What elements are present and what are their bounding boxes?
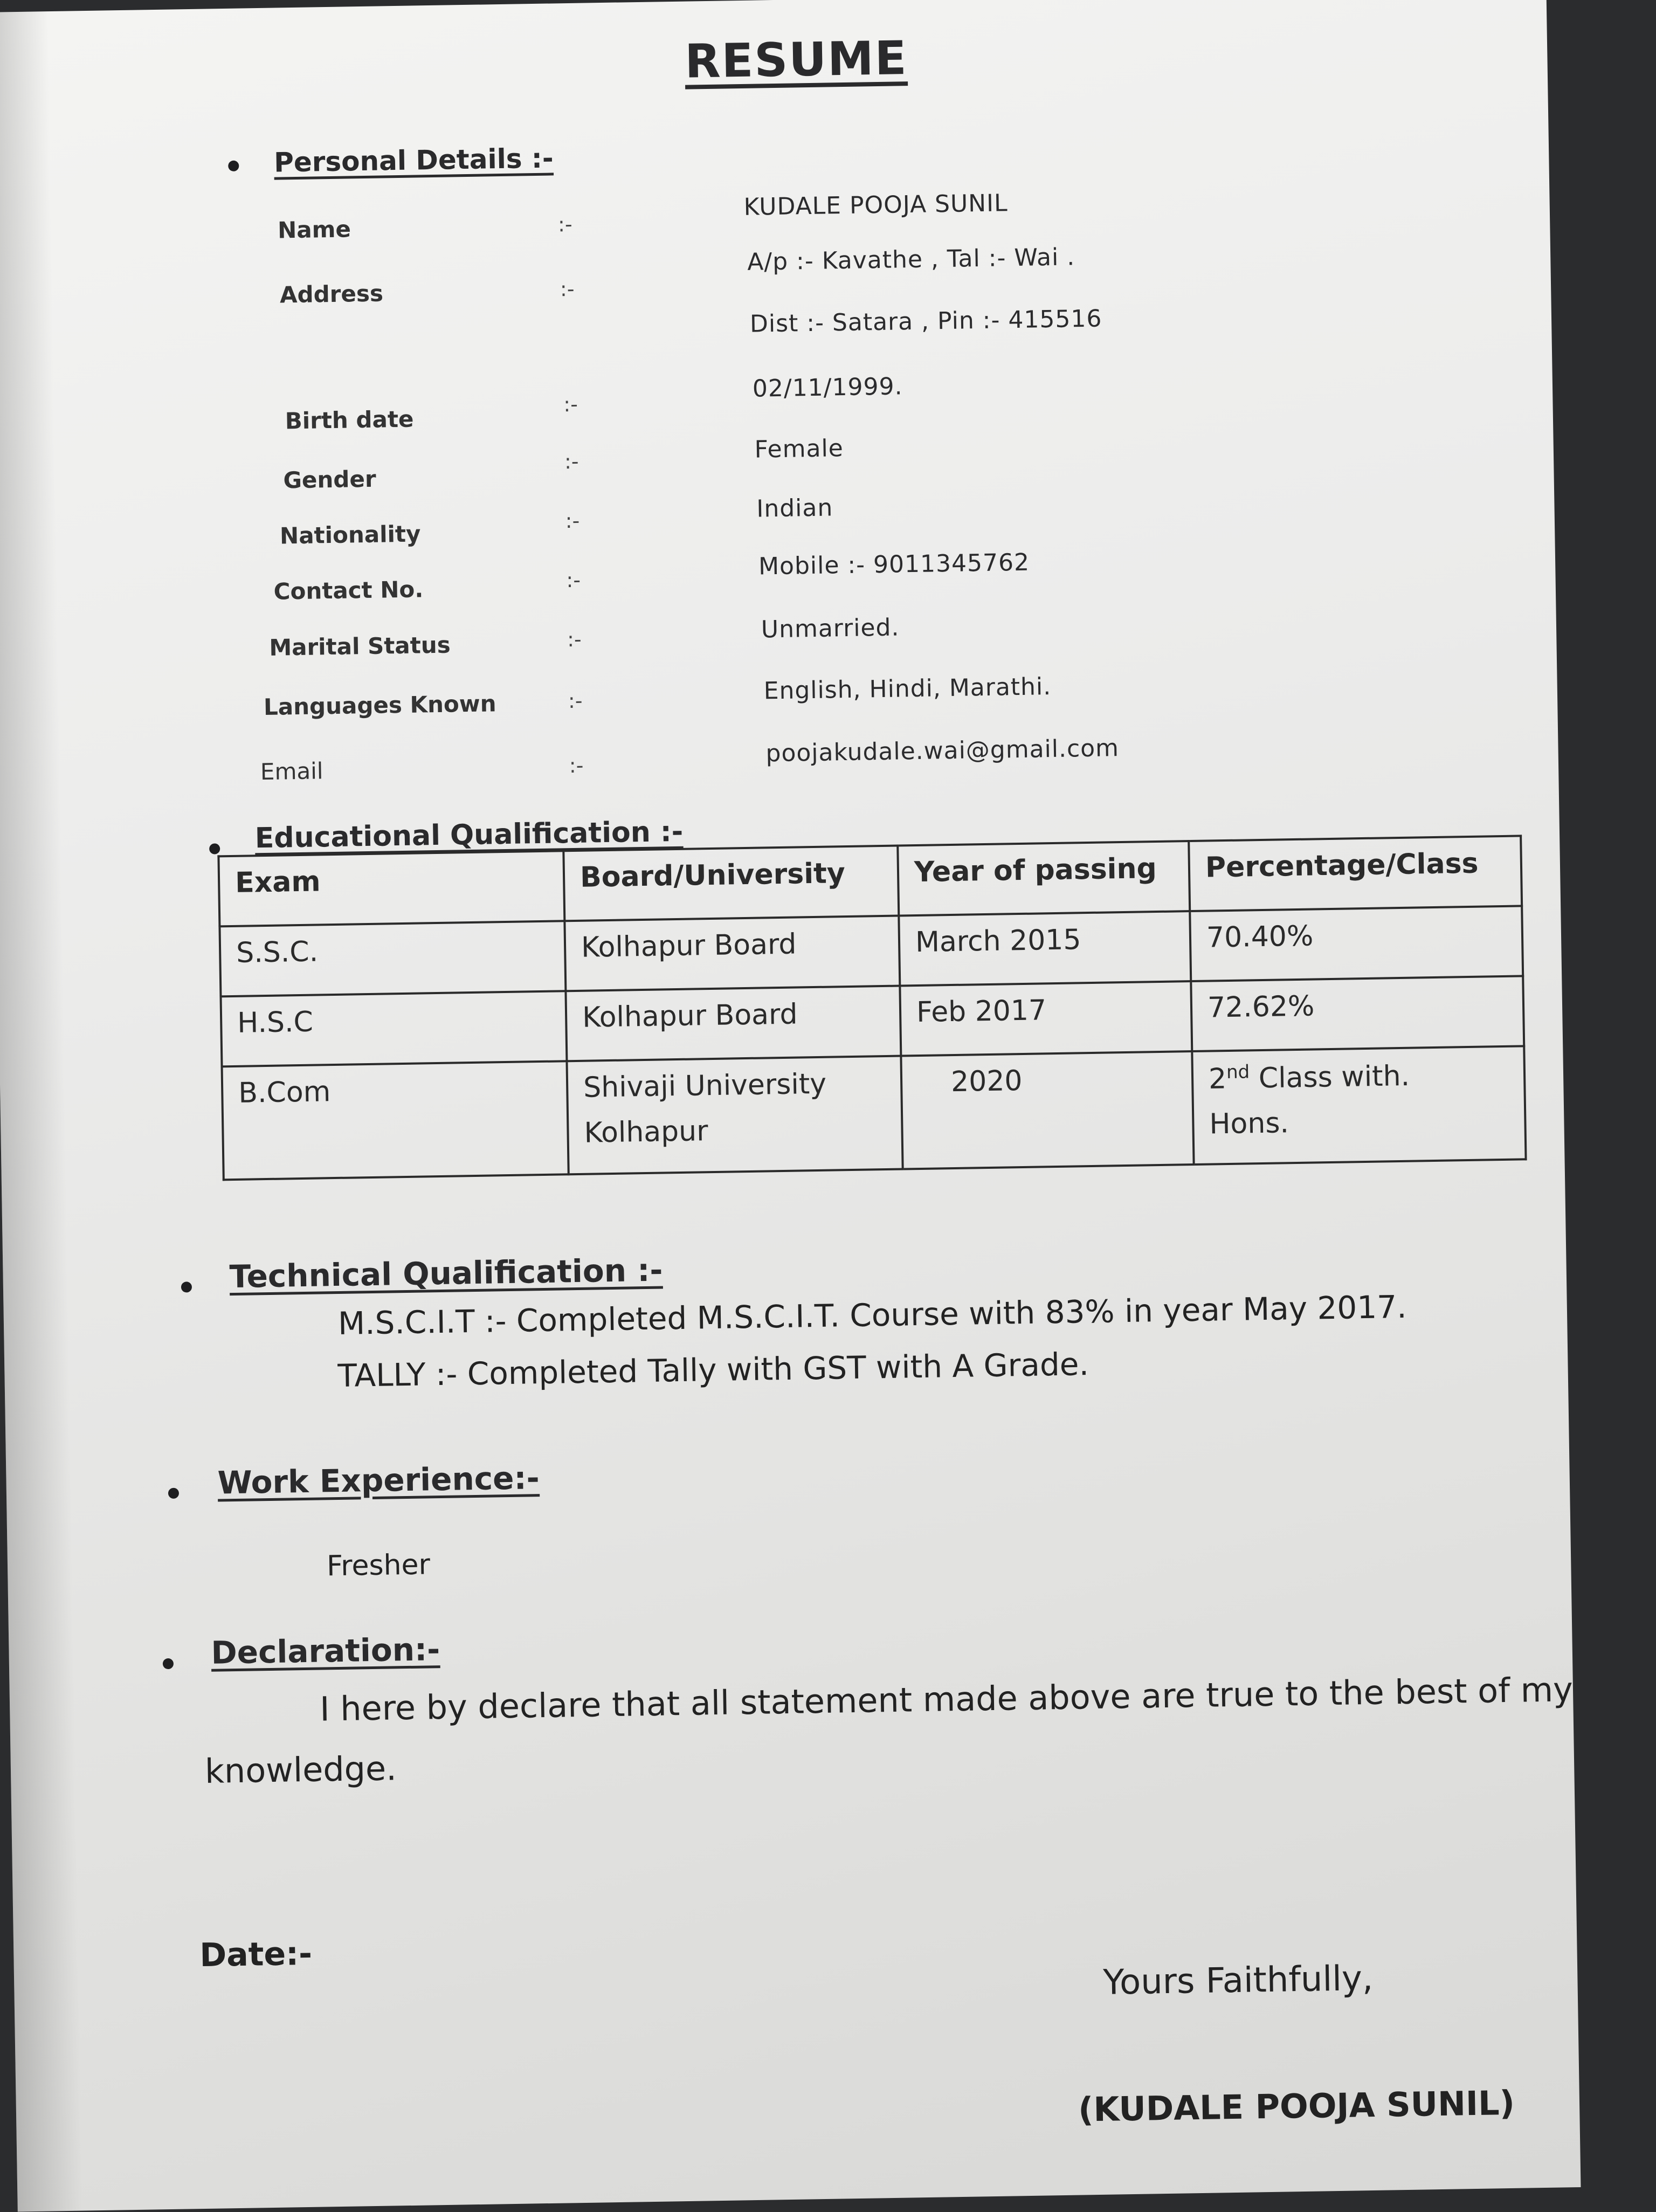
cell-result-line1 xyxy=(1209,1057,1509,1095)
signature-name: (KUDALE POOJA SUNIL) xyxy=(1078,2083,1515,2130)
nationality-separator: :- xyxy=(565,508,580,533)
date-label: Date:- xyxy=(199,1934,313,1975)
marital-status-label: Marital Status xyxy=(268,631,451,661)
birth-date-label: Birth date xyxy=(285,405,414,435)
birth-date-separator: :- xyxy=(563,392,578,417)
cell-exam: B.Com xyxy=(222,1061,569,1180)
marital-status-value: Unmarried. xyxy=(761,614,900,644)
document-title: RESUME xyxy=(684,31,908,89)
cell-year: Feb 2017 xyxy=(900,981,1192,1056)
cell-exam: S.S.C. xyxy=(219,921,565,996)
address-label: Address xyxy=(279,280,384,308)
closing-text: Yours Faithfully, xyxy=(1102,1958,1374,2003)
header-exam: Exam xyxy=(218,851,564,926)
declaration-line1: I here by declare that all statement made above are true to the best of my xyxy=(319,1670,1574,1729)
work-experience-heading: Work Experience:- xyxy=(217,1459,540,1501)
cell-board: Kolhapur Board xyxy=(565,986,901,1062)
email-label: Email xyxy=(260,757,323,785)
name-label: Name xyxy=(277,216,351,244)
nationality-label: Nationality xyxy=(279,520,421,549)
address-line1: A/p :- Kavathe , Tal :- Wai . xyxy=(747,243,1075,276)
header-board: Board/University xyxy=(563,846,899,921)
bullet-icon xyxy=(181,1281,192,1292)
cell-result-line2: Hons. xyxy=(1209,1107,1289,1141)
contact-label: Contact No. xyxy=(273,576,424,605)
gender-separator: :- xyxy=(564,449,579,474)
name-value: KUDALE POOJA SUNIL xyxy=(743,189,1008,221)
class-number: 2 xyxy=(1208,1063,1227,1095)
languages-label: Languages Known xyxy=(263,690,496,721)
cell-board xyxy=(567,1056,902,1175)
email-value: poojakudale.wai@gmail.com xyxy=(765,734,1120,768)
cell-year: March 2015 xyxy=(899,911,1191,986)
birth-date-value: 02/11/1999. xyxy=(752,373,903,403)
marital-status-separator: :- xyxy=(567,627,582,652)
header-year: Year of passing xyxy=(898,841,1190,915)
cell-result xyxy=(1192,1046,1526,1164)
email-separator: :- xyxy=(569,753,584,778)
gender-label: Gender xyxy=(283,465,376,494)
bullet-icon xyxy=(163,1658,174,1669)
gender-value: Female xyxy=(754,435,844,464)
bullet-icon xyxy=(168,1488,179,1499)
cell-board-line2: Kolhapur xyxy=(584,1115,708,1149)
technical-line1: M.S.C.I.T :- Completed M.S.C.I.T. Course with 83% in year May 2017. xyxy=(337,1288,1407,1342)
cell-board-line1: Shivaji University xyxy=(583,1067,827,1104)
cell-exam: H.S.C xyxy=(220,991,567,1066)
bullet-icon xyxy=(209,843,220,854)
class-text: Class with. xyxy=(1249,1060,1410,1095)
cell-board: Kolhapur Board xyxy=(564,916,900,991)
work-experience-value: Fresher xyxy=(326,1548,431,1583)
technical-heading: Technical Qualification :- xyxy=(229,1251,663,1295)
contact-separator: :- xyxy=(566,568,581,592)
contact-value: Mobile :- 9011345762 xyxy=(758,548,1030,581)
languages-value: English, Hindi, Marathi. xyxy=(763,673,1052,705)
address-line2: Dist :- Satara , Pin :- 415516 xyxy=(749,305,1102,338)
cell-year: 2020 xyxy=(901,1051,1193,1169)
languages-separator: :- xyxy=(568,688,583,713)
class-suffix: nd xyxy=(1226,1061,1250,1084)
address-separator: :- xyxy=(560,277,575,301)
bullet-icon xyxy=(228,161,239,171)
education-heading: Educational Qualification :- xyxy=(254,815,684,855)
declaration-heading: Declaration:- xyxy=(211,1631,440,1671)
technical-line2: TALLY :- Completed Tally with GST with A Grade. xyxy=(337,1346,1089,1394)
header-percentage: Percentage/Class xyxy=(1189,836,1522,911)
table-row xyxy=(222,1046,1526,1180)
page-shadow xyxy=(0,11,82,2211)
cell-result: 70.40% xyxy=(1190,906,1523,981)
education-table xyxy=(217,835,1527,1181)
personal-details-heading: Personal Details :- xyxy=(273,142,554,178)
cell-result: 72.62% xyxy=(1191,976,1524,1051)
nationality-value: Indian xyxy=(756,494,833,523)
declaration-line2: knowledge. xyxy=(204,1748,397,1791)
name-separator: :- xyxy=(557,212,572,237)
